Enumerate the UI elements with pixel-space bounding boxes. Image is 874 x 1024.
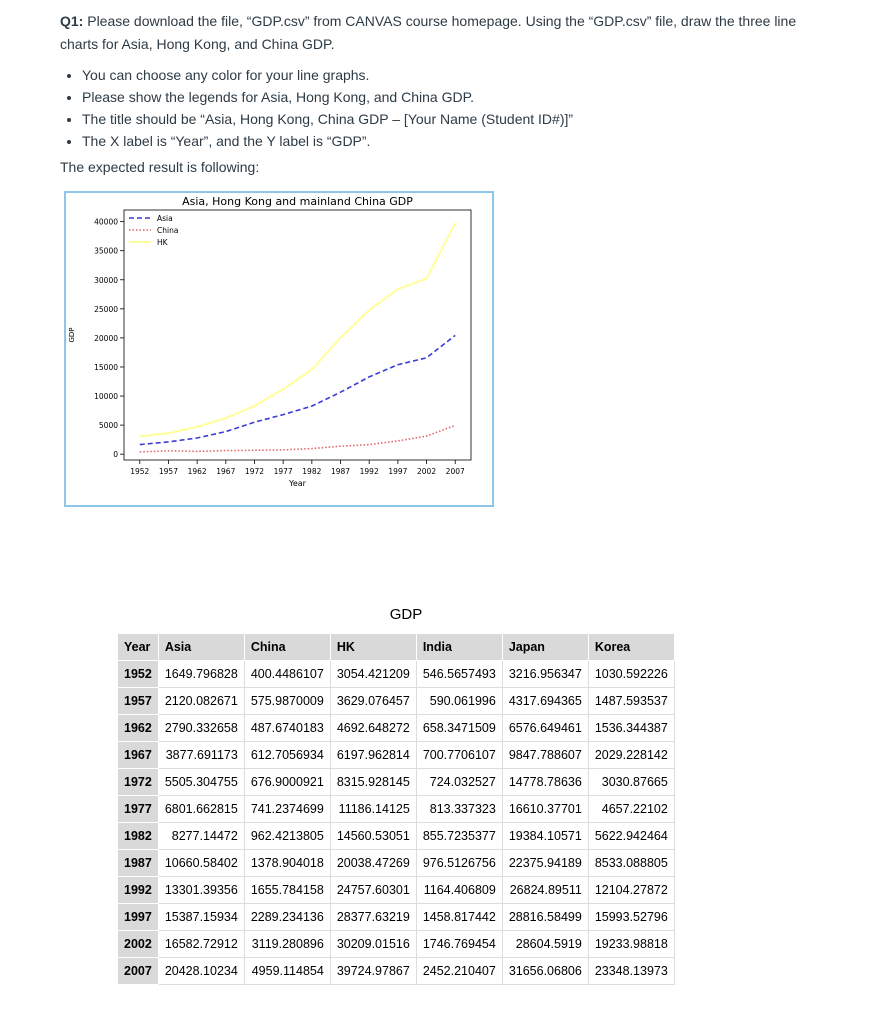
value-cell: 3030.87665 — [588, 769, 674, 796]
y-tick-label: 5000 — [98, 421, 118, 431]
year-cell: 1952 — [118, 661, 159, 688]
value-cell: 24757.60301 — [330, 877, 416, 904]
year-cell: 1992 — [118, 877, 159, 904]
value-cell: 1536.344387 — [588, 715, 674, 742]
requirement-item: • The X label is “Year”, and the Y label is “GDP”. — [82, 130, 842, 152]
requirement-item: • The title should be “Asia, Hong Kong, China GDP – [Your Name (Student ID#)]” — [82, 108, 842, 130]
x-tick-label: 1952 — [130, 467, 150, 476]
value-cell: 855.7235377 — [416, 823, 502, 850]
table-row — [118, 823, 675, 850]
y-tick-label: 35000 — [94, 246, 118, 256]
value-cell: 28377.63219 — [330, 904, 416, 931]
value-cell: 1746.769454 — [416, 931, 502, 958]
x-tick-label: 2002 — [417, 467, 437, 476]
value-cell: 10660.58402 — [158, 850, 244, 877]
value-cell: 20428.10234 — [158, 958, 244, 985]
y-tick-label: 10000 — [94, 392, 118, 402]
requirement-item: • Please show the legends for Asia, Hong Kong, and China GDP. — [82, 86, 842, 108]
value-cell: 962.4213805 — [244, 823, 330, 850]
value-cell: 5622.942464 — [588, 823, 674, 850]
value-cell: 4657.22102 — [588, 796, 674, 823]
column-header-year: Year — [118, 634, 159, 661]
value-cell: 724.032527 — [416, 769, 502, 796]
value-cell: 30209.01516 — [330, 931, 416, 958]
question-text — [60, 10, 820, 56]
value-cell: 1487.593537 — [588, 688, 674, 715]
year-cell: 1962 — [118, 715, 159, 742]
y-tick-label: 25000 — [94, 304, 118, 314]
value-cell: 2120.082671 — [158, 688, 244, 715]
value-cell: 12104.27872 — [588, 877, 674, 904]
column-header-japan: Japan — [502, 634, 588, 661]
x-tick-label: 1957 — [158, 467, 178, 476]
value-cell: 2452.210407 — [416, 958, 502, 985]
value-cell: 4959.114854 — [244, 958, 330, 985]
series-line-hk — [140, 223, 455, 436]
chart-title: Asia, Hong Kong and mainland China GDP — [182, 195, 413, 208]
value-cell: 1030.592226 — [588, 661, 674, 688]
value-cell: 28604.5919 — [502, 931, 588, 958]
year-cell: 1987 — [118, 850, 159, 877]
value-cell: 4692.648272 — [330, 715, 416, 742]
value-cell: 1649.796828 — [158, 661, 244, 688]
value-cell: 19233.98818 — [588, 931, 674, 958]
table-row — [118, 796, 675, 823]
value-cell: 1655.784158 — [244, 877, 330, 904]
question-label: Q1: — [60, 13, 84, 29]
y-tick-label: 20000 — [94, 333, 118, 343]
value-cell: 13301.39356 — [158, 877, 244, 904]
value-cell: 15387.15934 — [158, 904, 244, 931]
table-row — [118, 931, 675, 958]
value-cell: 8315.928145 — [330, 769, 416, 796]
value-cell: 3629.076457 — [330, 688, 416, 715]
value-cell: 5505.304755 — [158, 769, 244, 796]
value-cell: 6576.649461 — [502, 715, 588, 742]
value-cell: 3054.421209 — [330, 661, 416, 688]
value-cell: 700.7706107 — [416, 742, 502, 769]
value-cell: 26824.89511 — [502, 877, 588, 904]
value-cell: 546.5657493 — [416, 661, 502, 688]
value-cell: 976.5126756 — [416, 850, 502, 877]
value-cell: 575.9870009 — [244, 688, 330, 715]
value-cell: 590.061996 — [416, 688, 502, 715]
x-tick-label: 1977 — [273, 467, 293, 476]
value-cell: 1378.904018 — [244, 850, 330, 877]
value-cell: 2790.332658 — [158, 715, 244, 742]
year-cell: 1972 — [118, 769, 159, 796]
value-cell: 8277.14472 — [158, 823, 244, 850]
value-cell: 22375.94189 — [502, 850, 588, 877]
value-cell: 4317.694365 — [502, 688, 588, 715]
y-tick-label: 0 — [113, 450, 118, 460]
x-tick-label: 2007 — [445, 467, 465, 476]
table-row — [118, 877, 675, 904]
table-title: GDP — [389, 606, 423, 623]
question-body: Please download the file, “GDP.csv” from CANVAS course homepage. Using the “GDP.csv” file, draw the three line charts for Asia, Hong Kong, and China GDP. — [60, 13, 797, 52]
value-cell: 1164.406809 — [416, 877, 502, 904]
gdp-table — [117, 633, 675, 985]
column-header-korea: Korea — [588, 634, 674, 661]
x-tick-label: 1992 — [359, 467, 379, 476]
value-cell: 16582.72912 — [158, 931, 244, 958]
value-cell: 612.7056934 — [244, 742, 330, 769]
value-cell: 15993.52796 — [588, 904, 674, 931]
x-axis-label: Year — [289, 479, 306, 488]
value-cell: 14560.53051 — [330, 823, 416, 850]
value-cell: 400.4486107 — [244, 661, 330, 688]
column-header-india: India — [416, 634, 502, 661]
value-cell: 16610.37701 — [502, 796, 588, 823]
expected-result-label: The expected result is following: — [60, 159, 260, 175]
x-tick-label: 1962 — [187, 467, 207, 476]
x-tick-label: 1972 — [244, 467, 265, 476]
value-cell: 14778.78636 — [502, 769, 588, 796]
value-cell: 23348.13973 — [588, 958, 674, 985]
value-cell: 19384.10571 — [502, 823, 588, 850]
value-cell: 31656.06806 — [502, 958, 588, 985]
value-cell: 6801.662815 — [158, 796, 244, 823]
value-cell: 1458.817442 — [416, 904, 502, 931]
value-cell: 3877.691173 — [158, 742, 244, 769]
value-cell: 741.2374699 — [244, 796, 330, 823]
value-cell: 28816.58499 — [502, 904, 588, 931]
plot-frame — [124, 210, 471, 460]
x-tick-label: 1967 — [216, 467, 236, 476]
value-cell: 487.6740183 — [244, 715, 330, 742]
gdp-line-chart — [66, 193, 492, 505]
legend-label-hk: HK — [157, 238, 168, 247]
value-cell: 2029.228142 — [588, 742, 674, 769]
value-cell: 658.3471509 — [416, 715, 502, 742]
value-cell: 8533.088805 — [588, 850, 674, 877]
y-tick-label: 30000 — [94, 275, 118, 285]
table-row — [118, 742, 675, 769]
y-tick-label: 15000 — [94, 362, 118, 372]
legend-label-asia: Asia — [157, 214, 173, 223]
table-row — [118, 958, 675, 985]
column-header-hk: HK — [330, 634, 416, 661]
year-cell: 2002 — [118, 931, 159, 958]
value-cell: 676.9000921 — [244, 769, 330, 796]
table-row — [118, 769, 675, 796]
expected-chart-image — [64, 191, 494, 507]
table-row — [118, 850, 675, 877]
table-row — [118, 904, 675, 931]
value-cell: 3216.956347 — [502, 661, 588, 688]
y-tick-label: 40000 — [94, 217, 118, 227]
year-cell: 1957 — [118, 688, 159, 715]
year-cell: 1982 — [118, 823, 159, 850]
value-cell: 3119.280896 — [244, 931, 330, 958]
x-tick-label: 1987 — [330, 467, 351, 476]
table-row — [118, 661, 675, 688]
value-cell: 2289.234136 — [244, 904, 330, 931]
y-axis-label: GDP — [68, 327, 76, 343]
value-cell: 11186.14125 — [330, 796, 416, 823]
value-cell: 20038.47269 — [330, 850, 416, 877]
year-cell: 2007 — [118, 958, 159, 985]
value-cell: 9847.788607 — [502, 742, 588, 769]
legend-label-china: China — [157, 226, 179, 235]
value-cell: 813.337323 — [416, 796, 502, 823]
table-header-row — [118, 634, 675, 661]
value-cell: 39724.97867 — [330, 958, 416, 985]
x-tick-label: 1997 — [388, 467, 408, 476]
x-tick-label: 1982 — [302, 467, 322, 476]
value-cell: 6197.962814 — [330, 742, 416, 769]
year-cell: 1997 — [118, 904, 159, 931]
requirements-list — [60, 64, 842, 152]
table-row — [118, 715, 675, 742]
requirement-item: • You can choose any color for your line graphs. — [82, 64, 842, 86]
table-row — [118, 688, 675, 715]
column-header-asia: Asia — [158, 634, 244, 661]
year-cell: 1977 — [118, 796, 159, 823]
column-header-china: China — [244, 634, 330, 661]
year-cell: 1967 — [118, 742, 159, 769]
